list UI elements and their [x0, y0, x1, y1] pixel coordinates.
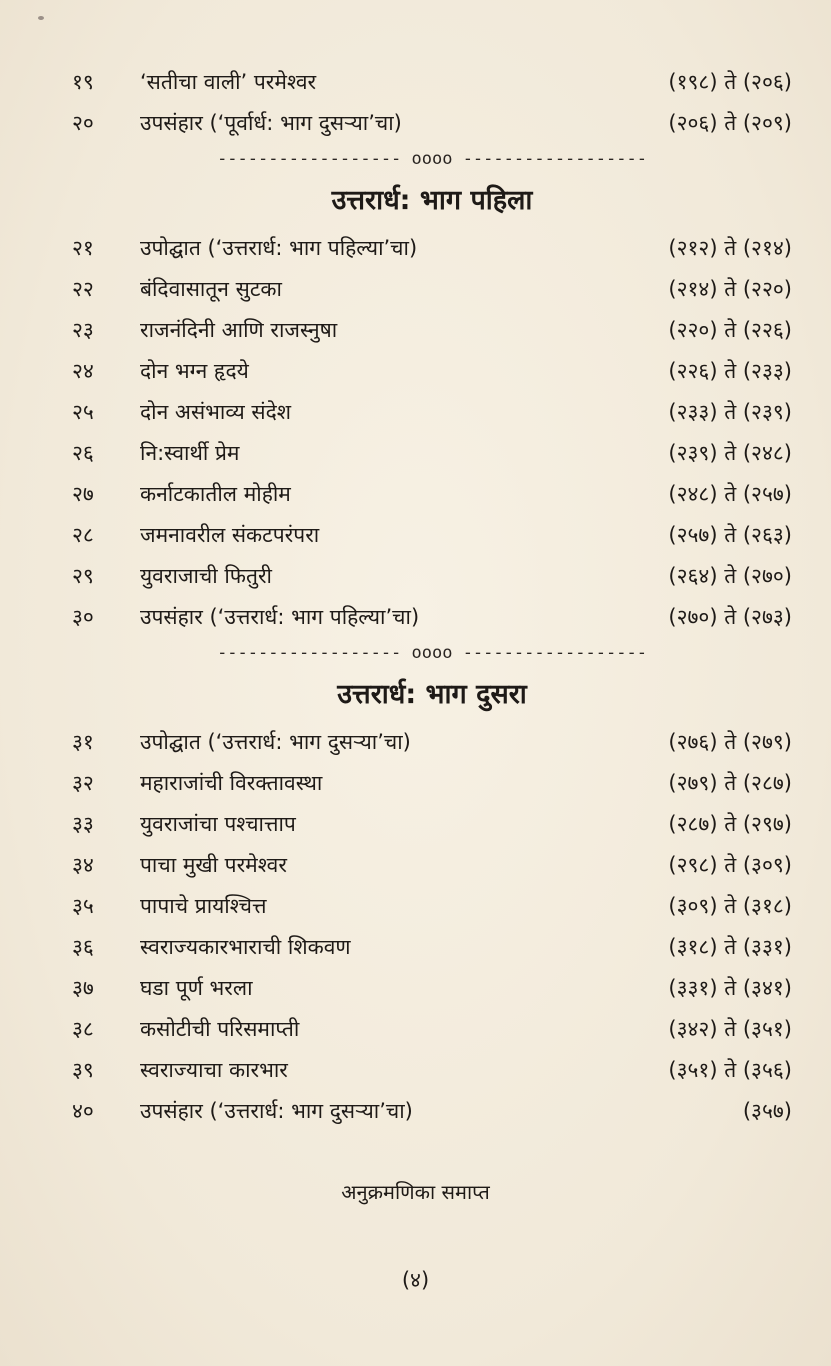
page-range: (२५७) ते (२६३)	[668, 523, 792, 547]
toc-row	[72, 515, 792, 556]
chapter-title: महाराजांची विरक्तावस्था	[140, 771, 323, 795]
toc-row	[72, 722, 792, 763]
chapter-title: स्वराज्यकारभाराची शिकवण	[140, 935, 351, 959]
chapter-number: ३४	[72, 853, 94, 877]
toc-row	[72, 269, 792, 310]
section-heading: उत्तरार्ध: भाग दुसरा	[337, 679, 527, 710]
page-range: (२७६) ते (२७९)	[668, 730, 792, 754]
chapter-number: २५	[72, 400, 94, 424]
chapter-number: २१	[72, 236, 94, 260]
page-range: (२३३) ते (२३९)	[668, 400, 792, 424]
toc-row	[72, 597, 792, 638]
chapter-title: ‘सतीचा वाली’ परमेश्वर	[140, 70, 317, 94]
page-range: (३४२) ते (३५१)	[668, 1017, 792, 1041]
toc-end-note: अनुक्रमणिका समाप्त	[341, 1180, 490, 1204]
chapter-title: युवराजाची फितुरी	[140, 564, 272, 588]
toc-row	[72, 763, 792, 804]
page-range: (२७९) ते (२८७)	[668, 771, 792, 795]
page-range: (२१२) ते (२१४)	[668, 236, 792, 260]
page-range: (३०९) ते (३१८)	[668, 894, 792, 918]
toc-row	[72, 433, 792, 474]
chapter-number: १९	[72, 70, 94, 94]
page-range: (२४८) ते (२५७)	[668, 482, 792, 506]
table-of-contents	[72, 62, 792, 1132]
chapter-title: कसोटीची परिसमाप्ती	[140, 1017, 300, 1041]
toc-row	[72, 310, 792, 351]
chapter-number: ३५	[72, 894, 94, 918]
chapter-title: स्वराज्याचा कारभार	[140, 1058, 288, 1082]
chapter-number: ३३	[72, 812, 94, 836]
page-range: (३१८) ते (३३१)	[668, 935, 792, 959]
toc-section-uttarardh-2	[72, 668, 792, 1132]
page-range: (२६४) ते (२७०)	[668, 564, 792, 588]
chapter-number: ३७	[72, 976, 94, 1000]
chapter-number: ३८	[72, 1017, 94, 1041]
paper-speck	[38, 16, 44, 20]
chapter-title: जमनावरील संकटपरंपरा	[140, 523, 320, 547]
chapter-title: उपोद्घात (‘उत्तरार्ध: भाग पहिल्या’चा)	[140, 236, 418, 260]
page-range: (२७०) ते (२७३)	[668, 605, 792, 629]
chapter-title: पाचा मुखी परमेश्वर	[140, 853, 287, 877]
chapter-title: नि:स्वार्थी प्रेम	[140, 441, 240, 465]
chapter-title: उपोद्घात (‘उत्तरार्ध: भाग दुसऱ्या’चा)	[140, 730, 411, 754]
chapter-number: २२	[72, 277, 94, 301]
page-range: (३३१) ते (३४१)	[668, 976, 792, 1000]
page-range: (२८७) ते (२९७)	[668, 812, 792, 836]
chapter-number: ३९	[72, 1058, 94, 1082]
chapter-title: उपसंहार (‘पूर्वार्ध: भाग दुसऱ्या’चा)	[140, 111, 402, 135]
chapter-title: राजनंदिनी आणि राजस्नुषा	[140, 318, 338, 342]
chapter-title: दोन असंभाव्य संदेश	[140, 400, 292, 424]
chapter-title: बंदिवासातून सुटका	[140, 277, 282, 301]
chapter-title: युवराजांचा पश्चात्ताप	[140, 812, 296, 836]
chapter-number: ३०	[72, 605, 94, 629]
chapter-title: कर्नाटकातील मोहीम	[140, 482, 291, 506]
chapter-number: २९	[72, 564, 94, 588]
toc-row	[72, 228, 792, 269]
page-range: (३५७)	[742, 1099, 792, 1123]
chapter-number: २०	[72, 111, 94, 135]
toc-row	[72, 62, 792, 103]
page-number: (४)	[401, 1268, 430, 1292]
toc-row	[72, 392, 792, 433]
toc-row	[72, 1050, 792, 1091]
chapter-number: २३	[72, 318, 94, 342]
toc-row	[72, 845, 792, 886]
chapter-number: २४	[72, 359, 94, 383]
chapter-title: पापाचे प्रायश्चित्त	[140, 894, 267, 918]
chapter-number: ३१	[72, 730, 94, 754]
page-range: (२२०) ते (२२६)	[668, 318, 792, 342]
toc-row	[72, 1091, 792, 1132]
chapter-number: ३६	[72, 935, 94, 959]
section-heading: उत्तरार्ध: भाग पहिला	[331, 185, 533, 216]
toc-row	[72, 1009, 792, 1050]
toc-row	[72, 474, 792, 515]
section-divider: ------------------ oooo ------------------	[217, 149, 647, 169]
page-range: (१९८) ते (२०६)	[668, 70, 792, 94]
section-divider: ------------------ oooo ------------------	[217, 643, 647, 663]
toc-row	[72, 556, 792, 597]
page-range: (२९८) ते (३०९)	[668, 853, 792, 877]
chapter-number: २६	[72, 441, 94, 465]
chapter-title: उपसंहार (‘उत्तरार्ध: भाग दुसऱ्या’चा)	[140, 1099, 413, 1123]
chapter-title: उपसंहार (‘उत्तरार्ध: भाग पहिल्या’चा)	[140, 605, 420, 629]
page-range: (२२६) ते (२३३)	[668, 359, 792, 383]
toc-row	[72, 968, 792, 1009]
chapter-number: २८	[72, 523, 94, 547]
toc-row	[72, 103, 792, 144]
chapter-title: दोन भग्न हृदये	[140, 359, 249, 383]
toc-row	[72, 351, 792, 392]
chapter-number: २७	[72, 482, 94, 506]
toc-section-part1	[72, 62, 792, 144]
toc-row	[72, 804, 792, 845]
toc-section-uttarardh-1	[72, 174, 792, 638]
page-range: (२३९) ते (२४८)	[668, 441, 792, 465]
chapter-number: ४०	[72, 1099, 94, 1123]
page-range: (२०६) ते (२०९)	[668, 111, 792, 135]
page-range: (३५१) ते (३५६)	[668, 1058, 792, 1082]
page-range: (२१४) ते (२२०)	[668, 277, 792, 301]
chapter-title: घडा पूर्ण भरला	[140, 976, 253, 1000]
chapter-number: ३२	[72, 771, 94, 795]
toc-row	[72, 886, 792, 927]
toc-row	[72, 927, 792, 968]
